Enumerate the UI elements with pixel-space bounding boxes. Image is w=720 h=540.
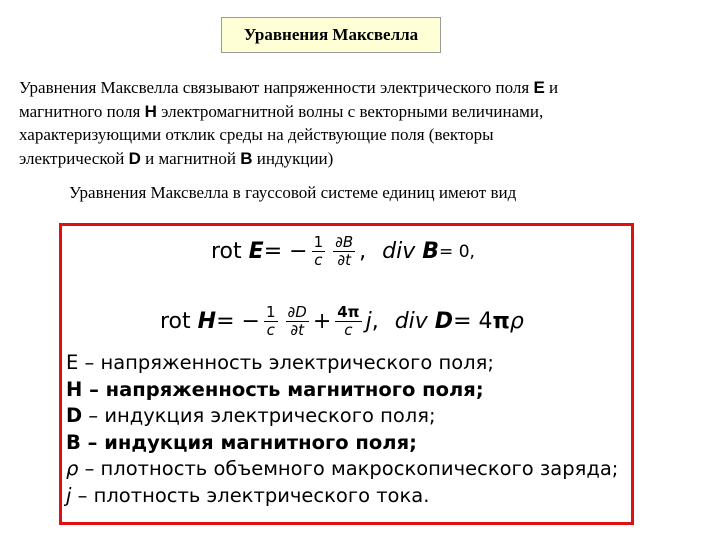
definition-d: D – индукция электрического поля; [66, 404, 436, 428]
intro-line-3: характеризующими отклик среды на действующие поля (векторы [19, 125, 494, 144]
symbol-h: H [144, 101, 157, 121]
gauss-sentence: Уравнения Максвелла в гауссовой системе единиц имеют вид [69, 183, 517, 202]
definition-h: H – напряженность магнитного поля; [66, 377, 484, 401]
fraction-dD-dt: $\frac{\partial D}{\partial t}$ [287, 303, 307, 339]
definitions-list [66, 350, 618, 510]
fraction-1-over-c-2: $\frac{1}{c}$ [265, 303, 276, 339]
fraction-1-over-c: $\frac{1}{c}$ [313, 233, 324, 269]
intro-line-1: Уравнения Максвелла связывают напряженности электрического поля E и [19, 78, 559, 97]
fraction-4pi-over-c: $\frac{4\pi}{c}$ [337, 303, 360, 339]
symbol-d: D [128, 148, 141, 168]
intro-line-2: магнитного поля H электромагнитной волны с векторными величинами, [19, 101, 544, 121]
definition-rho: ρ – плотность объемного макроскопического заряда; [66, 457, 619, 481]
intro-paragraph [19, 76, 709, 170]
definition-e: E – напряженность электрического поля; [66, 351, 494, 374]
slide-title-text: Уравнения Максвелла [243, 25, 419, 44]
fraction-dB-dt: $\frac{\partial B}{\partial t}$ [335, 233, 354, 269]
intro-line-4: электрической D и магнитной B индукции) [19, 148, 334, 168]
definition-b: B – индукция магнитного поля; [66, 430, 417, 454]
definition-j: j – плотность электрического тока. [66, 483, 430, 507]
symbol-b: B [240, 148, 253, 168]
equation-rot-h: rot H = − $\frac{1}{c}$ $\frac{\partial D}{\partial t}$ + $\frac{4\pi}{c}$ j , div D = 4 π ρ [160, 303, 524, 339]
equation-rot-e: rot E = − $\frac{1}{c}$ $\frac{\partial B}{\partial t}$ , div B = 0, [211, 233, 475, 269]
symbol-e: E [533, 78, 545, 97]
slide-title [221, 17, 441, 53]
